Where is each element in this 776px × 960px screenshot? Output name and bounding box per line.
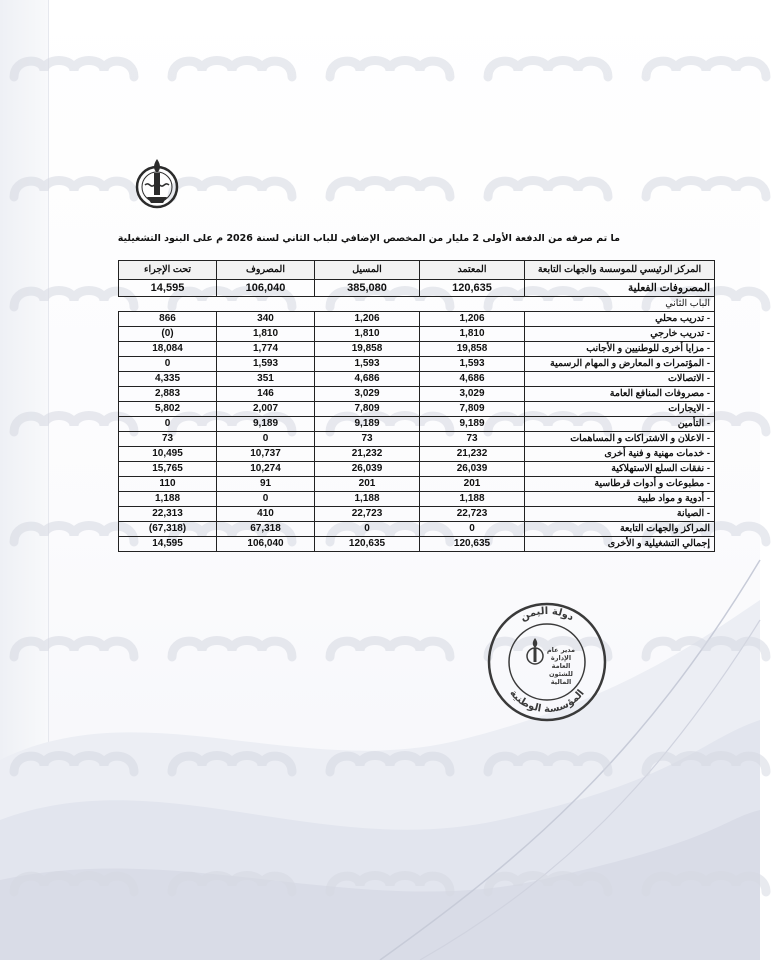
row-spent: 410 [217, 507, 315, 522]
table-row [119, 462, 715, 477]
row-pending: 4,335 [119, 372, 217, 387]
watermark-logo-icon [636, 860, 776, 904]
watermark-logo-icon [162, 860, 302, 904]
row-pending: 1,188 [119, 492, 217, 507]
summary-spent: 106,040 [217, 280, 315, 297]
watermark-logo-icon [478, 860, 618, 904]
row-disbursed: 0 [315, 522, 420, 537]
column-header-entity: المركز الرئيسي للموسسة والجهات التابعة [525, 261, 715, 280]
row-label: - خدمات مهنية و فنية أخرى [525, 447, 715, 462]
row-approved: 1,593 [420, 357, 525, 372]
watermark-logo-icon [162, 740, 302, 784]
stamp-center-text: مدير عام الإدارة العامة للشئون المالية [546, 646, 576, 686]
row-disbursed: 26,039 [315, 462, 420, 477]
watermark-logo-icon [320, 45, 460, 89]
row-label: - المؤتمرات و المعارض و المهام الرسمية [525, 357, 715, 372]
row-label: - مصروفات المنافع العامة [525, 387, 715, 402]
summary-label: المصروفات الفعلية [525, 280, 715, 297]
row-spent: 1,810 [217, 327, 315, 342]
table-row [119, 477, 715, 492]
row-disbursed: 201 [315, 477, 420, 492]
row-pending: 5,802 [119, 402, 217, 417]
watermark-logo-icon [320, 860, 460, 904]
row-approved: 1,188 [420, 492, 525, 507]
table-row [119, 372, 715, 387]
table-row [119, 507, 715, 522]
total-pending: 14,595 [119, 537, 217, 552]
row-approved: 201 [420, 477, 525, 492]
row-approved: 1,810 [420, 327, 525, 342]
row-pending: 18,084 [119, 342, 217, 357]
watermark-logo-icon [4, 740, 144, 784]
row-pending: 22,313 [119, 507, 217, 522]
watermark-logo-icon [4, 860, 144, 904]
row-disbursed: 9,189 [315, 417, 420, 432]
row-disbursed: 4,686 [315, 372, 420, 387]
column-header-spent: المصروف [217, 261, 315, 280]
total-row [119, 537, 715, 552]
section-label: الباب الثاني [119, 297, 715, 312]
table-row [119, 327, 715, 342]
watermark-logo-icon [636, 45, 776, 89]
row-spent: 1,774 [217, 342, 315, 357]
watermark-logo-icon [320, 625, 460, 669]
table-row [119, 522, 715, 537]
row-disbursed: 22,723 [315, 507, 420, 522]
row-spent: 146 [217, 387, 315, 402]
column-header-disbursed: المسيل [315, 261, 420, 280]
row-pending: (0) [119, 327, 217, 342]
watermark-logo-icon [4, 165, 144, 209]
row-pending: 2,883 [119, 387, 217, 402]
row-disbursed: 3,029 [315, 387, 420, 402]
official-stamp [485, 600, 609, 724]
row-approved: 3,029 [420, 387, 525, 402]
row-approved: 9,189 [420, 417, 525, 432]
column-header-pending: تحت الإجراء [119, 261, 217, 280]
table-row [119, 432, 715, 447]
watermark-logo-icon [4, 625, 144, 669]
table-row [119, 342, 715, 357]
row-pending: 0 [119, 357, 217, 372]
row-pending: 73 [119, 432, 217, 447]
watermark-logo-icon [636, 740, 776, 784]
row-spent: 10,274 [217, 462, 315, 477]
table-row [119, 492, 715, 507]
watermark-logo-icon [320, 740, 460, 784]
row-spent: 10,737 [217, 447, 315, 462]
summary-disbursed: 385,080 [315, 280, 420, 297]
row-label: - التأمين [525, 417, 715, 432]
watermark-logo-icon [478, 45, 618, 89]
row-spent: 0 [217, 492, 315, 507]
watermark-logo-icon [320, 165, 460, 209]
row-spent: 67,318 [217, 522, 315, 537]
row-pending: 10,495 [119, 447, 217, 462]
watermark-logo-icon [4, 45, 144, 89]
row-approved: 19,858 [420, 342, 525, 357]
row-spent: 0 [217, 432, 315, 447]
table-row [119, 447, 715, 462]
row-disbursed: 21,232 [315, 447, 420, 462]
row-approved: 4,686 [420, 372, 525, 387]
watermark-row [0, 625, 764, 675]
row-pending: 110 [119, 477, 217, 492]
row-disbursed: 73 [315, 432, 420, 447]
table-row [119, 417, 715, 432]
row-disbursed: 1,810 [315, 327, 420, 342]
row-disbursed: 19,858 [315, 342, 420, 357]
row-approved: 21,232 [420, 447, 525, 462]
table-row [119, 357, 715, 372]
watermark-logo-icon [162, 625, 302, 669]
total-label: إجمالي التشغيلية و الأخرى [525, 537, 715, 552]
expense-table [118, 260, 715, 552]
row-approved: 7,809 [420, 402, 525, 417]
summary-pending: 14,595 [119, 280, 217, 297]
column-header-approved: المعتمد [420, 261, 525, 280]
row-approved: 73 [420, 432, 525, 447]
row-label: - الايجارات [525, 402, 715, 417]
table-row [119, 402, 715, 417]
row-disbursed: 7,809 [315, 402, 420, 417]
row-label: - مطبوعات و أدوات قرطاسية [525, 477, 715, 492]
row-spent: 91 [217, 477, 315, 492]
row-pending: (67,318) [119, 522, 217, 537]
row-label: - نفقات السلع الاستهلاكية [525, 462, 715, 477]
row-label: - الصيانة [525, 507, 715, 522]
row-disbursed: 1,188 [315, 492, 420, 507]
watermark-logo-icon [162, 165, 302, 209]
row-spent: 9,189 [217, 417, 315, 432]
row-label: - تدريب محلي [525, 312, 715, 327]
watermark-logo-icon [478, 165, 618, 209]
watermark-logo-icon [636, 625, 776, 669]
watermark-logo-icon [478, 740, 618, 784]
row-label: - الاعلان و الاشتراكات و المساهمات [525, 432, 715, 447]
total-approved: 120,635 [420, 537, 525, 552]
table-row [119, 387, 715, 402]
total-spent: 106,040 [217, 537, 315, 552]
institution-emblem-icon [133, 155, 181, 215]
row-pending: 866 [119, 312, 217, 327]
watermark-logo-icon [636, 165, 776, 209]
row-spent: 2,007 [217, 402, 315, 417]
watermark-logo-icon [162, 45, 302, 89]
table-row [119, 312, 715, 327]
document-title: ما تم صرفه من الدفعة الأولى 2 مليار من المخصص الإضافي للباب الثاني لسنة 2026 م على البنود التشغيلية [117, 233, 620, 244]
row-disbursed: 1,593 [315, 357, 420, 372]
row-spent: 1,593 [217, 357, 315, 372]
summary-row [119, 280, 715, 297]
row-approved: 1,206 [420, 312, 525, 327]
row-label: - مزايا أخرى للوطنيين و الأجانب [525, 342, 715, 357]
summary-approved: 120,635 [420, 280, 525, 297]
row-disbursed: 1,206 [315, 312, 420, 327]
stamp-bottom-text: المؤسسة الوطنية [507, 687, 587, 716]
total-disbursed: 120,635 [315, 537, 420, 552]
section-row [119, 297, 715, 312]
stamp-top-text: دولة اليمن [518, 605, 576, 624]
row-label: - الاتصالات [525, 372, 715, 387]
row-spent: 351 [217, 372, 315, 387]
watermark-row [0, 740, 764, 790]
row-approved: 22,723 [420, 507, 525, 522]
row-approved: 26,039 [420, 462, 525, 477]
watermark-row [0, 860, 764, 910]
row-pending: 0 [119, 417, 217, 432]
stamp-emblem-icon [527, 638, 543, 664]
watermark-row [0, 45, 764, 95]
row-spent: 340 [217, 312, 315, 327]
row-label: المراكز والجهات التابعة [525, 522, 715, 537]
row-pending: 15,765 [119, 462, 217, 477]
table-header-row [119, 261, 715, 280]
row-approved: 0 [420, 522, 525, 537]
watermark-row [0, 165, 764, 215]
row-label: - أدوية و مواد طبية [525, 492, 715, 507]
row-label: - تدريب خارجي [525, 327, 715, 342]
